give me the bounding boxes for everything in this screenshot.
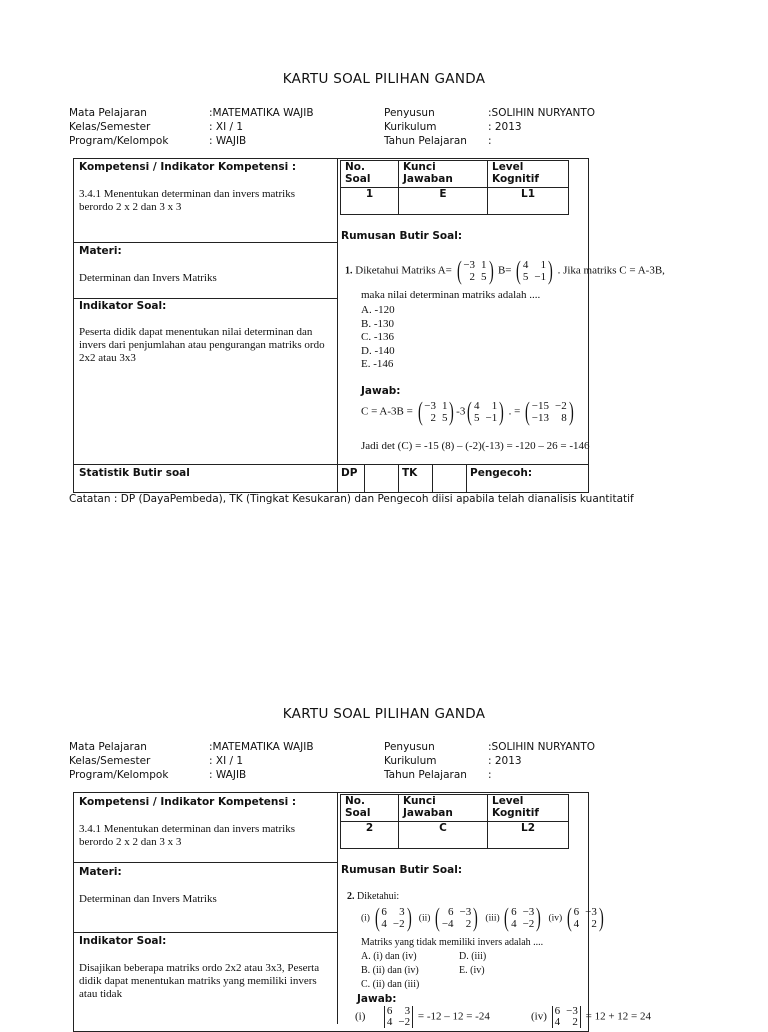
- matrix-iv: ( 6 −3 4 2 ): [566, 903, 604, 932]
- meta-right-values: :SOLIHIN NURYANTO : 2013 :: [488, 741, 596, 781]
- dp-label: DP: [341, 467, 358, 479]
- option-e: E. -146: [361, 358, 394, 370]
- jawab-label: Jawab:: [357, 993, 397, 1005]
- jawab-matrix-b: ( 4 1 5 −1 ): [467, 397, 504, 426]
- question-line-2: Matriks yang tidak memiliki invers adalah ....: [361, 937, 544, 948]
- cell-divider: [364, 464, 365, 493]
- indikator-text: Peserta didik dapat menentukan nilai determinan dan invers dari penjumlahan atau pengurangan matriks ordo 2x2 atau 3x3: [79, 326, 325, 364]
- key-table: [340, 794, 569, 849]
- meta-right-labels: Penyusun Kurikulum Tahun Pelajaran: [384, 107, 467, 147]
- kompetensi-label: Kompetensi / Indikator Kompetensi :: [79, 796, 297, 808]
- no-soal-value: 1: [341, 188, 399, 215]
- matrix-choices: (i) ( 6 3 4 −2 ) (ii) ( 6 −3 −4 2 ) (iii) ( 6 −3 4 −2 ) (iv) ( 6 −3 4 2 ): [361, 903, 604, 932]
- jawab-line-i: (i) 6 3 4 −2 = -12 – 12 = -24: [355, 1005, 490, 1028]
- cell-divider: [398, 464, 399, 493]
- row-divider: [73, 932, 337, 933]
- indikator-label: Indikator Soal:: [79, 935, 167, 947]
- indikator-text: Disajikan beberapa matriks ordo 2x2 atau 3x3, Peserta didik dapat menentukan matriks yang memiliki invers atau tidak: [79, 962, 320, 1000]
- no-soal-header: No. Soal: [341, 161, 399, 188]
- kompetensi-text: 3.4.1 Menentukan determinan dan invers matriks berordo 2 x 2 dan 3 x 3: [79, 188, 295, 213]
- materi-text: Determinan dan Invers Matriks: [79, 272, 217, 284]
- rumusan-label: Rumusan Butir Soal:: [341, 230, 463, 242]
- column-divider: [337, 792, 338, 1024]
- cell-divider: [466, 464, 467, 493]
- kunci-value: C: [399, 822, 488, 849]
- question-line: 1. Diketahui Matriks A= ( −3 1 2 5 ) B= ( 4 1 5 −1 ) . Jika matriks C = A-3B,: [345, 256, 665, 285]
- row-divider: [73, 862, 337, 863]
- matrix-ii: ( 6 −3 −4 2 ): [435, 903, 478, 932]
- option-c: C. (ii) dan (iii): [361, 979, 420, 990]
- question-intro: 2. Diketahui:: [347, 891, 400, 902]
- row-divider: [73, 464, 589, 465]
- jawab-line: C = A-3B = ( −3 1 2 5 ) -3 ( 4 1 5 −1 ) . = ( −15 −2 −13 8 ): [361, 397, 574, 426]
- question-line-2: maka nilai determinan matriks adalah ....: [361, 289, 541, 301]
- kunci-header: Kunci Jawaban: [399, 161, 488, 188]
- catatan-note: Catatan : DP (DayaPembeda), TK (Tingkat Kesukaran) dan Pengecoh diisi apabila telah dianalisis kuantitatif: [69, 493, 634, 505]
- jawab-label: Jawab:: [361, 385, 401, 397]
- options-list: [361, 304, 395, 372]
- card-title: KARTU SOAL PILIHAN GANDA: [282, 71, 486, 87]
- pengecoh-label: Pengecoh:: [470, 467, 533, 479]
- option-e: E. (iv): [459, 965, 485, 976]
- kompetensi-label: Kompetensi / Indikator Kompetensi :: [79, 161, 297, 173]
- meta-right-values: :SOLIHIN NURYANTO : 2013 :: [488, 107, 596, 147]
- level-value: L2: [488, 822, 569, 849]
- column-divider: [337, 158, 338, 493]
- card-title: KARTU SOAL PILIHAN GANDA: [282, 706, 486, 722]
- level-header: Level Kognitif: [488, 795, 569, 822]
- jawab-matrix-a: ( −3 1 2 5 ): [417, 397, 455, 426]
- level-value: L1: [488, 188, 569, 215]
- cell-divider: [432, 464, 433, 493]
- option-b: B. (ii) dan (iv): [361, 965, 419, 976]
- kunci-value: E: [399, 188, 488, 215]
- option-d: D. -140: [361, 344, 395, 357]
- meta-left-labels: Mata Pelajaran Kelas/Semester Program/Kelompok: [69, 107, 169, 147]
- rumusan-label: Rumusan Butir Soal:: [341, 864, 463, 876]
- jawab-line-iv: (iv) 6 −3 4 2 = 12 + 12 = 24: [531, 1005, 651, 1028]
- option-a: A. -120: [361, 304, 395, 316]
- option-c: C. -136: [361, 331, 394, 343]
- meta-left-values: :MATEMATIKA WAJIB : XI / 1 : WAJIB: [209, 741, 314, 781]
- det-i: 6 3 4 −2: [382, 1006, 415, 1028]
- matrix-iii: ( 6 −3 4 −2 ): [504, 903, 542, 932]
- matrix-a: ( −3 1 2 5 ): [456, 256, 494, 285]
- row-divider: [73, 298, 337, 299]
- no-soal-value: 2: [341, 822, 399, 849]
- kompetensi-text: 3.4.1 Menentukan determinan dan invers matriks berordo 2 x 2 dan 3 x 3: [79, 823, 295, 848]
- det-iv: 6 −3 4 2: [550, 1006, 583, 1028]
- jawab-final: Jadi det (C) = -15 (8) – (-2)(-13) = -120 – 26 = -146: [361, 440, 590, 452]
- meta-right-labels: Penyusun Kurikulum Tahun Pelajaran: [384, 741, 467, 781]
- matrix-b: ( 4 1 5 −1 ): [516, 256, 553, 285]
- statistik-label: Statistik Butir soal: [79, 467, 190, 479]
- tk-label: TK: [402, 467, 418, 479]
- key-table: [340, 160, 569, 215]
- materi-text: Determinan dan Invers Matriks: [79, 893, 217, 905]
- row-divider: [73, 242, 337, 243]
- materi-label: Materi:: [79, 866, 122, 878]
- indikator-label: Indikator Soal:: [79, 300, 167, 312]
- option-a: A. (i) dan (iv): [361, 951, 417, 962]
- materi-label: Materi:: [79, 245, 122, 257]
- matrix-i: ( 6 3 4 −2 ): [374, 903, 412, 932]
- level-header: Level Kognitif: [488, 161, 569, 188]
- option-b: B. -130: [361, 317, 394, 330]
- no-soal-header: No. Soal: [341, 795, 399, 822]
- jawab-matrix-result: ( −15 −2 −13 8 ): [525, 397, 574, 426]
- meta-left-values: :MATEMATIKA WAJIB : XI / 1 : WAJIB: [209, 107, 314, 147]
- option-d: D. (iii): [459, 951, 487, 962]
- kunci-header: Kunci Jawaban: [399, 795, 488, 822]
- meta-left-labels: Mata Pelajaran Kelas/Semester Program/Kelompok: [69, 741, 169, 781]
